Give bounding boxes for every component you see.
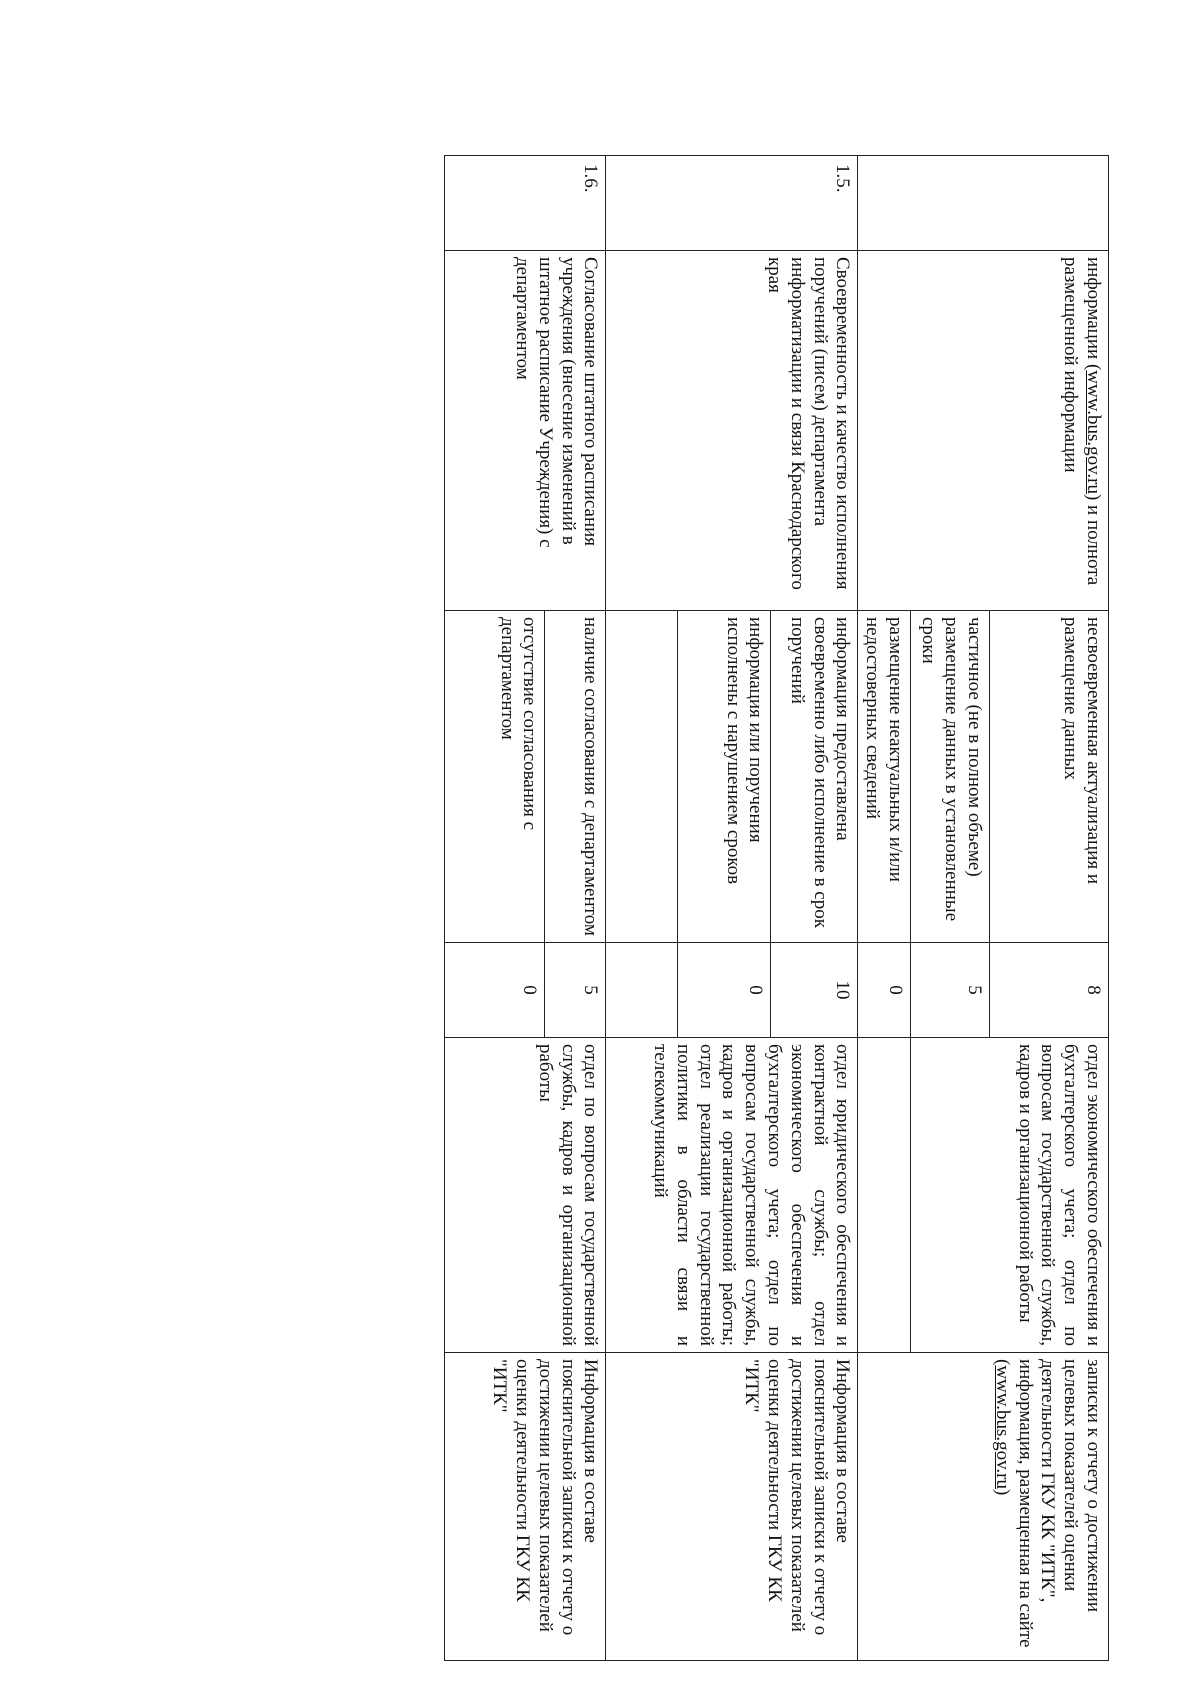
empty-cell xyxy=(606,943,678,1038)
bus-gov-link[interactable]: www.bus.gov.ru xyxy=(991,1365,1013,1489)
source-text: ) xyxy=(991,1489,1013,1496)
score-cell: 8 xyxy=(990,943,1109,1038)
score-cell: 0 xyxy=(858,943,911,1038)
criterion-cell: частичное (не в полном объеме) размещение данных в установленные сроки xyxy=(911,611,990,943)
rotated-page xyxy=(124,155,1109,1660)
table-row xyxy=(990,156,1109,1661)
criterion-cell: отсутствие согласования с департаментом xyxy=(445,611,545,943)
evaluation-table xyxy=(444,155,1109,1661)
criterion-cell: наличие согласования с департаментом xyxy=(545,611,606,943)
bus-gov-link[interactable]: www.bus.gov.ru xyxy=(1083,370,1104,494)
criterion-cell: несвоевременная актуализация и размещение данных xyxy=(990,611,1109,943)
responsible-cell: отдел юридического обеспечения и контрактной службы; отдел экономического обеспечения и бухгалтерского учета; отдел по вопросам государственной службы, кадров и организационной работы; отдел реализации государственной политики в области связи и телекоммуникаций xyxy=(606,1038,858,1353)
indicator-text: ) и полнота размещенной информации xyxy=(1060,257,1104,586)
indicator-cell: Согласование штатного расписания учреждения (внесение изменений в штатное расписание Учреждения) с департаментом xyxy=(445,251,606,611)
source-cell: Информация в составе пояснительной записки к отчету о достижении целевых показателей оценки деятельности ГКУ КК "ИТК" xyxy=(445,1353,606,1661)
source-cell xyxy=(858,1353,1109,1661)
indicator-cell xyxy=(858,251,1109,611)
indicator-text: информации ( xyxy=(1083,257,1104,371)
item-number-cell: 1.5. xyxy=(606,156,858,251)
item-number-cell xyxy=(858,156,1109,251)
criterion-cell: информация или поручения исполнены с нарушением сроков xyxy=(678,611,771,943)
table-row xyxy=(545,156,606,1661)
responsible-cell: отдел по вопросам государственной службы, кадров и организационной работы xyxy=(445,1038,606,1353)
empty-cell xyxy=(858,1038,911,1353)
indicator-cell: Своевременность и качество исполнения поручений (писем) департамента информатизации и связи Краснодарского края xyxy=(606,251,858,611)
table-row xyxy=(771,156,858,1661)
source-text: записки к отчету о достижении целевых показателей оценки деятельности ГКУ КК "ИТК", информация, размещенная на сайте ( xyxy=(991,1359,1104,1648)
score-cell: 5 xyxy=(911,943,990,1038)
criterion-cell: информация предоставлена своевременно либо исполнение в срок поручений xyxy=(771,611,858,943)
empty-cell xyxy=(606,611,678,943)
score-cell: 10 xyxy=(771,943,858,1038)
criterion-cell: размещение неактуальных и/или недостоверных сведений xyxy=(858,611,911,943)
responsible-cell: отдел экономического обеспечения и бухгалтерского учета; отдел по вопросам государственной службы, кадров и организационной работы xyxy=(911,1038,1109,1353)
item-number-cell: 1.6. xyxy=(445,156,606,251)
score-cell: 0 xyxy=(678,943,771,1038)
source-cell: Информация в составе пояснительной записки к отчету о достижении целевых показателей оценки деятельности ГКУ КК "ИТК" xyxy=(606,1353,858,1661)
score-cell: 0 xyxy=(445,943,545,1038)
score-cell: 5 xyxy=(545,943,606,1038)
